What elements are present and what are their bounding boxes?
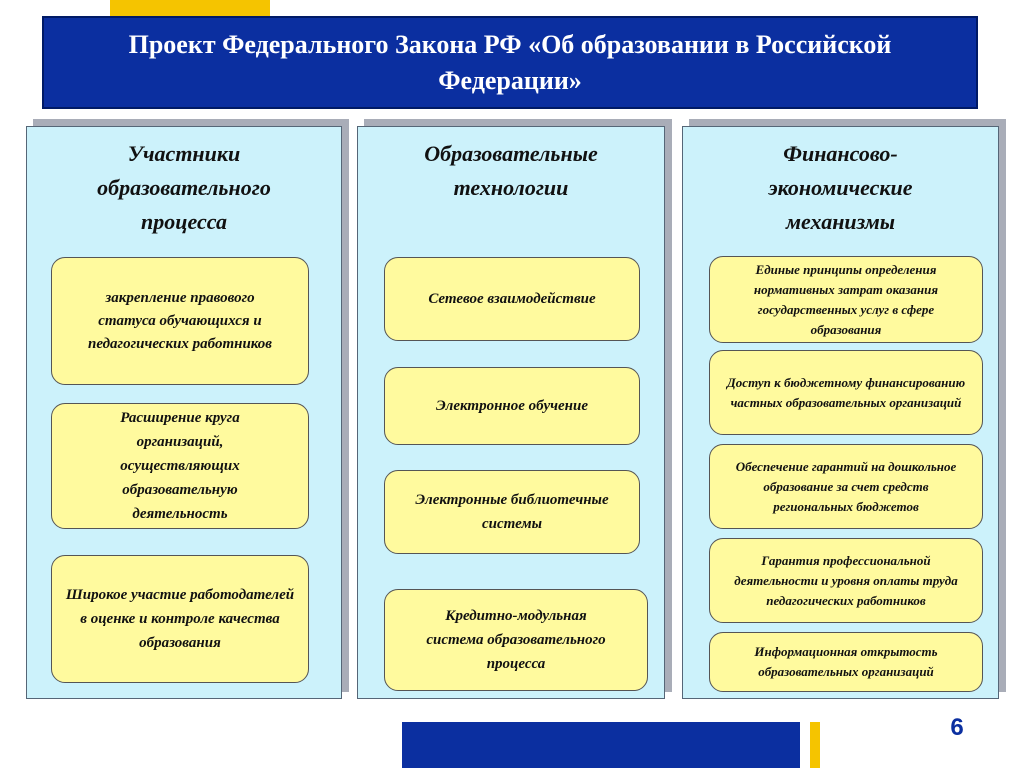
item-cost-principles [709,256,983,343]
bottom-accent-bar [402,722,800,768]
title-banner [42,16,978,109]
item-text: Широкое участие работодателей в оценке и контроле качества образования [65,587,295,651]
bottom-yellow-stripe [810,722,820,768]
item-e-learning [384,367,640,445]
column-finance [682,126,999,699]
item-information-openness [709,632,983,692]
item-text: закрепление правового статуса обучающихся и педагогических работников [87,289,273,352]
item-e-library [384,470,640,554]
column-heading-technologies: Образовательные технологии [424,141,598,200]
item-text: Электронные библиотечные системы [415,492,609,532]
item-network-interaction [384,257,640,341]
item-expand-organizations [51,403,309,529]
item-credit-modular [384,589,648,691]
item-preschool-guarantees [709,444,983,529]
item-employer-participation [51,555,309,683]
item-text: Сетевое взаимодействие [428,291,596,307]
slide-title: Проект Федерального Закона РФ «Об образовании в Российской Федерации» [128,29,892,95]
item-text: Гарантия профессиональной деятельности и уровня оплаты труда педагогических работников [734,552,958,608]
column-technologies [357,126,665,699]
item-text: Единые принципы определения нормативных затрат оказания государственных услуг в сфере образования [753,261,939,337]
item-teacher-pay [709,538,983,623]
item-text: Расширение круга организаций, осуществляющих образовательную деятельность [120,410,240,522]
page-number: 6 [950,714,964,741]
item-text: Информационная открытость образовательных организаций [754,644,938,679]
item-text: Обеспечение гарантий на дошкольное образование за счет средств региональных бюджетов [735,458,957,514]
column-heading-participants: Участники образовательного процесса [97,141,271,234]
item-legal-status [51,257,309,385]
item-private-funding [709,350,983,435]
column-participants [26,126,342,699]
column-heading-finance: Финансово-экономические механизмы [768,141,913,234]
item-text: Электронное обучение [436,398,588,414]
item-text: Доступ к бюджетному финансированию частных образовательных организаций [726,374,966,410]
item-text: Кредитно-модульная система образовательного процесса [426,608,606,672]
